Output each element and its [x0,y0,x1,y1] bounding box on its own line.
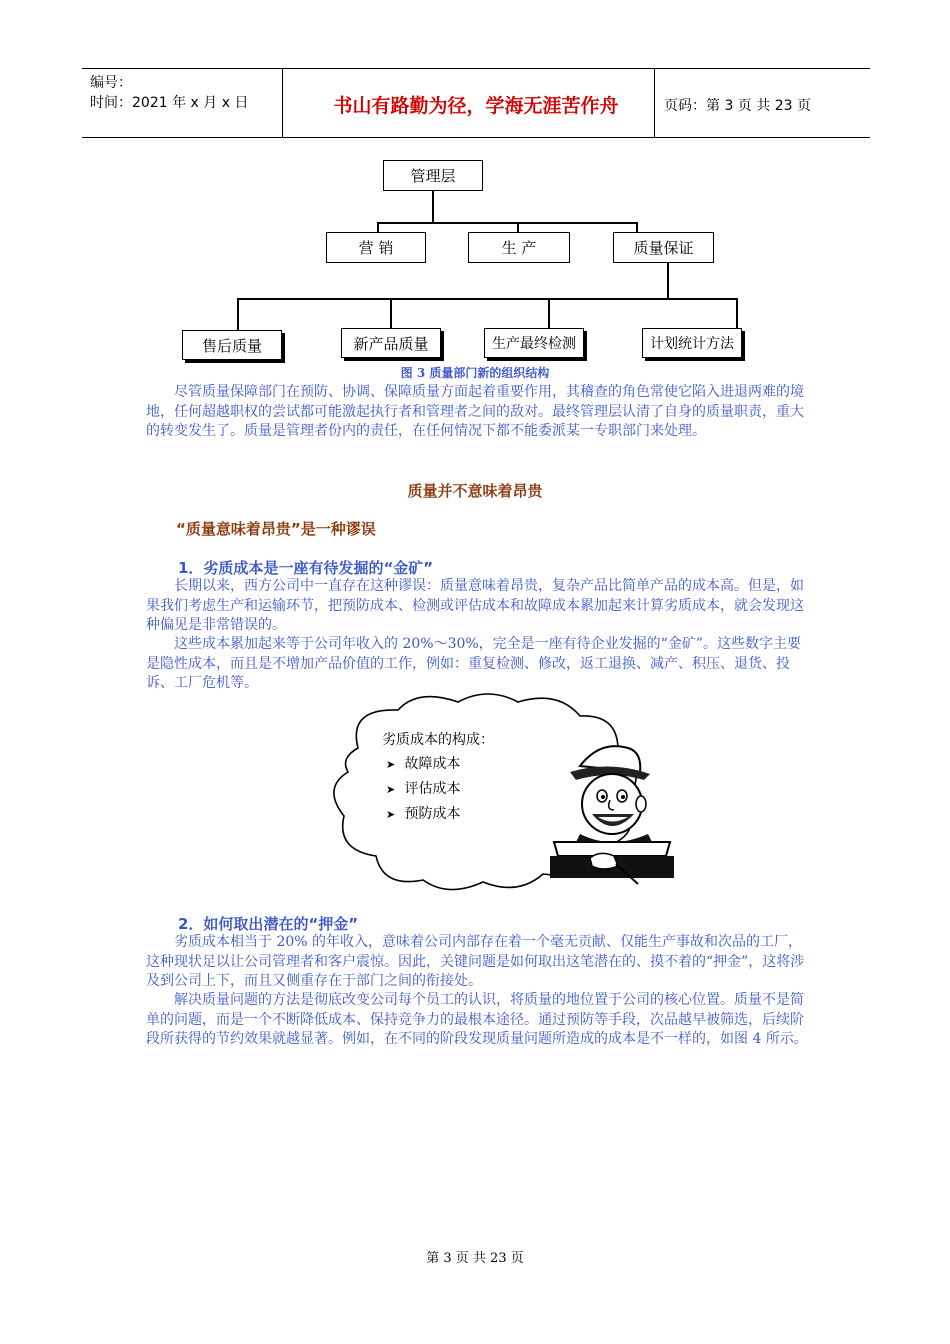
org-connector [432,190,434,222]
page-footer: 第 3 页 共 23 页 [426,1251,524,1266]
org-connector [667,262,669,298]
item2-title: 2．如何取出潜在的“押金” [178,915,359,933]
org-connector [636,222,638,232]
arrow-right-icon: ➤ [386,758,396,771]
item2-paragraph-1: 劣质成本相当于 20% 的年收入，意味着公司内部存在着一个毫无贡献、仅能生产事故和次品的工厂，这种现状足以让公司管理者和客户震惊。因此，关键问题是如何取出这笔潜在的、摸不着的“押金”，这将涉及到公司上下，而且又侧重存在于部门之间的衔接处。 [146,934,805,989]
item2-paragraph-2: 解决质量问题的方法是彻底改变公司每个员工的认识，将质量的地位置于公司的核心位置。质量不是简单的问题，而是一个不断降低成本、保持竞争力的最根本途径。通过预防等手段，次品越早被筛选，后续阶段所获得的节约效果就越显著。例如，在不同的阶段发现质量问题所造成的成本是不一样的，如图 4 所示。 [146,992,808,1047]
header-motto: 书山有路勤为径，学海无涯苦作舟 [333,95,619,117]
cloud-text [382,728,494,827]
cost-cloud-illustration [318,688,678,898]
time-label: 时间：2021 年 x 月 x 日 [90,95,249,111]
cloud-item-label: 故障成本 [404,756,461,772]
subsection-title: “质量意味着昂贵”是一种谬误 [176,520,376,538]
header-page-label: 页码：第 3 页 共 23 页 [664,98,811,114]
org-connector [736,298,738,328]
org-connector [237,298,239,330]
org-box-production: 生 产 [468,232,570,263]
org-connector [237,298,737,300]
figure-caption: 图 3 质量部门新的组织结构 [400,366,550,380]
org-box-marketing: 营 销 [326,232,426,263]
arrow-right-icon: ➤ [386,808,396,821]
org-box-new-product: 新产品质量 [341,328,441,358]
businessman-cartoon-icon [540,738,680,888]
page-header [82,68,870,138]
cloud-title: 劣质成本的构成： [382,732,494,748]
item1-paragraph-2: 这些成本累加起来等于公司年收入的 20%～30%，完全是一座有待企业发掘的“金矿”。这些数字主要是隐性成本，而且是不增加产品价值的工作，例如：重复检测、修改，返工退换、减产、积压、退货、投诉、工厂危机等。 [146,636,801,691]
section-title: 质量并不意味着昂贵 [407,482,543,500]
org-connector [377,222,379,232]
cloud-item-label: 评估成本 [404,781,461,797]
cloud-item-label: 预防成本 [404,806,461,822]
item1-paragraph-1: 长期以来，西方公司中一直存在这种谬误：质量意味着昂贵，复杂产品比简单产品的成本高。但是，如果我们考虑生产和运输环节，把预防成本、检测或评估成本和故障成本累加起来计算劣质成本，就会发现这种偏见是非常错误的。 [146,578,804,633]
org-connector [377,222,637,224]
cloud-item [382,752,494,777]
org-box-root: 管理层 [383,160,483,191]
org-box-quality-assurance: 质量保证 [613,232,714,263]
org-box-after-sales: 售后质量 [182,330,282,360]
cloud-item [382,802,494,827]
org-connector [390,298,392,328]
header-divider [654,69,655,137]
cloud-item [382,777,494,802]
number-label: 编号： [90,75,132,91]
org-chart [170,150,770,370]
paragraph-1: 尽管质量保障部门在预防、协调、保障质量方面起着重要作用，其稽查的角色常使它陷入进退两难的境地，任何超越职权的尝试都可能激起执行者和管理者之间的敌对。最终管理层认清了自身的质量职责，重大的转变发生了。质量是管理者份内的责任，在任何情况下都不能委派某一专职部门来处理。 [146,384,804,439]
org-box-statistics: 计划统计方法 [642,328,742,358]
org-connector [548,298,550,328]
item1-title: 1．劣质成本是一座有待发掘的“金矿” [178,559,434,577]
org-box-final-inspection: 生产最终检测 [484,328,584,358]
arrow-right-icon: ➤ [386,783,396,796]
org-connector [517,222,519,232]
header-divider [282,69,283,137]
header-meta [90,73,248,113]
